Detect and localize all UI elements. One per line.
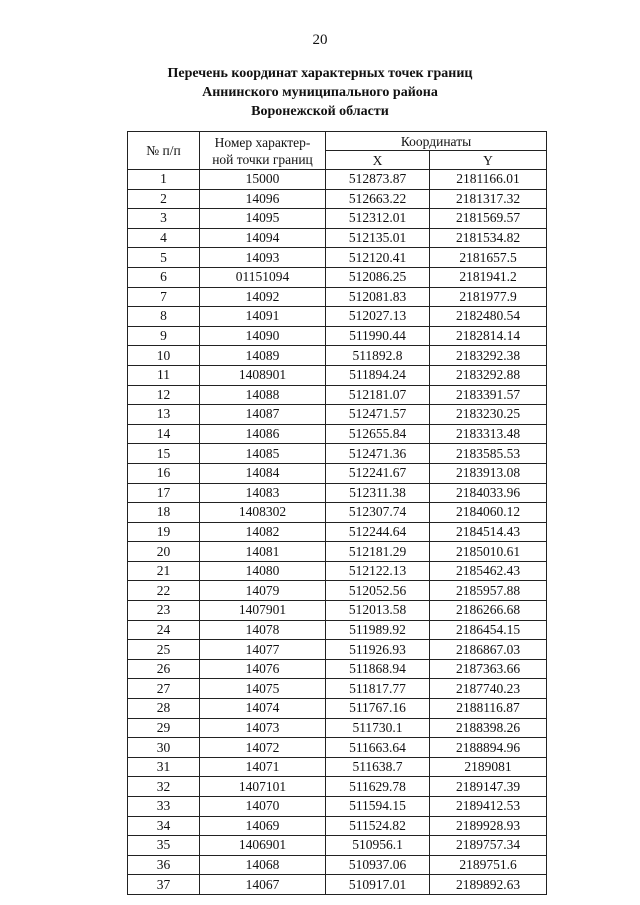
cell-y: 2189081: [430, 757, 547, 777]
table-row: [128, 836, 547, 856]
table-row: [128, 248, 547, 268]
cell-y: 2188398.26: [430, 718, 547, 738]
header-point-line-1: Номер характер-: [214, 134, 311, 150]
cell-y: 2183913.08: [430, 463, 547, 483]
cell-y: 2181317.32: [430, 189, 547, 209]
cell-num: 22: [128, 581, 200, 601]
cell-point: 1408302: [200, 503, 326, 523]
cell-y: 2189412.53: [430, 797, 547, 817]
cell-num: 25: [128, 640, 200, 660]
cell-point: 15000: [200, 170, 326, 190]
cell-x: 511767.16: [326, 699, 430, 719]
cell-num: 17: [128, 483, 200, 503]
table-row: [128, 503, 547, 523]
title-line-1: Перечень координат характерных точек границ: [167, 66, 473, 81]
cell-point: 14083: [200, 483, 326, 503]
cell-x: 511524.82: [326, 816, 430, 836]
table-row: [128, 659, 547, 679]
cell-num: 13: [128, 405, 200, 425]
cell-x: 511894.24: [326, 365, 430, 385]
cell-point: 14094: [200, 228, 326, 248]
cell-y: 2188116.87: [430, 699, 547, 719]
header-coordinates: Координаты: [326, 132, 547, 151]
cell-x: 511730.1: [326, 718, 430, 738]
table-row: [128, 679, 547, 699]
cell-num: 1: [128, 170, 200, 190]
cell-num: 37: [128, 875, 200, 895]
cell-y: 2185462.43: [430, 561, 547, 581]
table-row: [128, 483, 547, 503]
cell-point: 14086: [200, 424, 326, 444]
cell-y: 2183391.57: [430, 385, 547, 405]
cell-x: 512244.64: [326, 522, 430, 542]
table-row: [128, 444, 547, 464]
table-header: [128, 132, 547, 170]
cell-num: 14: [128, 424, 200, 444]
cell-num: 10: [128, 346, 200, 366]
cell-x: 512086.25: [326, 267, 430, 287]
cell-x: 512027.13: [326, 307, 430, 327]
cell-num: 34: [128, 816, 200, 836]
cell-point: 14072: [200, 738, 326, 758]
cell-num: 31: [128, 757, 200, 777]
cell-y: 2182814.14: [430, 326, 547, 346]
table-row: [128, 640, 547, 660]
header-point: [200, 132, 326, 170]
cell-x: 510937.06: [326, 855, 430, 875]
cell-x: 512181.29: [326, 542, 430, 562]
cell-y: 2183292.38: [430, 346, 547, 366]
cell-y: 2181941.2: [430, 267, 547, 287]
cell-y: 2184060.12: [430, 503, 547, 523]
cell-point: 14081: [200, 542, 326, 562]
cell-x: 511926.93: [326, 640, 430, 660]
cell-num: 6: [128, 267, 200, 287]
cell-x: 512241.67: [326, 463, 430, 483]
table-row: [128, 209, 547, 229]
cell-y: 2181977.9: [430, 287, 547, 307]
table-row: [128, 581, 547, 601]
cell-y: 2187363.66: [430, 659, 547, 679]
cell-point: 14079: [200, 581, 326, 601]
table-row: [128, 405, 547, 425]
table-row: [128, 346, 547, 366]
table-row: [128, 875, 547, 895]
table-body: [128, 170, 547, 895]
cell-num: 15: [128, 444, 200, 464]
cell-y: 2183292.88: [430, 365, 547, 385]
table-row: [128, 228, 547, 248]
page-number: 20: [312, 32, 328, 48]
table-row: [128, 816, 547, 836]
cell-num: 8: [128, 307, 200, 327]
cell-point: 14073: [200, 718, 326, 738]
cell-x: 512663.22: [326, 189, 430, 209]
cell-num: 26: [128, 659, 200, 679]
table-row: [128, 757, 547, 777]
cell-x: 512312.01: [326, 209, 430, 229]
cell-x: 512081.83: [326, 287, 430, 307]
cell-point: 14096: [200, 189, 326, 209]
cell-y: 2181166.01: [430, 170, 547, 190]
cell-y: 2185010.61: [430, 542, 547, 562]
cell-point: 14089: [200, 346, 326, 366]
cell-num: 28: [128, 699, 200, 719]
cell-x: 511817.77: [326, 679, 430, 699]
cell-num: 12: [128, 385, 200, 405]
cell-point: 14068: [200, 855, 326, 875]
table-row: [128, 385, 547, 405]
table-row: [128, 189, 547, 209]
table-row: [128, 797, 547, 817]
cell-x: 512311.38: [326, 483, 430, 503]
table-row: [128, 738, 547, 758]
table-row: [128, 170, 547, 190]
cell-num: 23: [128, 601, 200, 621]
cell-x: 512471.36: [326, 444, 430, 464]
cell-x: 511638.7: [326, 757, 430, 777]
table-row: [128, 561, 547, 581]
cell-num: 9: [128, 326, 200, 346]
cell-point: 1406901: [200, 836, 326, 856]
cell-y: 2185957.88: [430, 581, 547, 601]
cell-y: 2187740.23: [430, 679, 547, 699]
cell-y: 2188894.96: [430, 738, 547, 758]
cell-x: 511990.44: [326, 326, 430, 346]
table-row: [128, 463, 547, 483]
table-row: [128, 326, 547, 346]
header-point-line-2: ной точки границ: [212, 151, 313, 167]
cell-point: 14095: [200, 209, 326, 229]
cell-x: 511868.94: [326, 659, 430, 679]
cell-y: 2181534.82: [430, 228, 547, 248]
cell-point: 14069: [200, 816, 326, 836]
table-row: [128, 267, 547, 287]
cell-num: 30: [128, 738, 200, 758]
cell-num: 33: [128, 797, 200, 817]
cell-num: 27: [128, 679, 200, 699]
cell-y: 2186266.68: [430, 601, 547, 621]
cell-point: 14088: [200, 385, 326, 405]
table-row: [128, 620, 547, 640]
cell-num: 21: [128, 561, 200, 581]
table-row: [128, 287, 547, 307]
cell-point: 14067: [200, 875, 326, 895]
cell-num: 20: [128, 542, 200, 562]
cell-num: 4: [128, 228, 200, 248]
cell-num: 2: [128, 189, 200, 209]
cell-x: 512471.57: [326, 405, 430, 425]
cell-point: 14087: [200, 405, 326, 425]
cell-point: 14074: [200, 699, 326, 719]
cell-y: 2181657.5: [430, 248, 547, 268]
cell-point: 14080: [200, 561, 326, 581]
cell-y: 2184514.43: [430, 522, 547, 542]
cell-point: 1408901: [200, 365, 326, 385]
cell-num: 32: [128, 777, 200, 797]
header-num: № п/п: [128, 132, 200, 170]
cell-x: 512873.87: [326, 170, 430, 190]
cell-y: 2189757.34: [430, 836, 547, 856]
cell-x: 512052.56: [326, 581, 430, 601]
cell-point: 14092: [200, 287, 326, 307]
cell-point: 1407901: [200, 601, 326, 621]
cell-point: 14085: [200, 444, 326, 464]
cell-point: 14078: [200, 620, 326, 640]
cell-y: 2186454.15: [430, 620, 547, 640]
table-row: [128, 718, 547, 738]
cell-x: 511989.92: [326, 620, 430, 640]
cell-x: 512181.07: [326, 385, 430, 405]
cell-point: 14091: [200, 307, 326, 327]
cell-x: 510917.01: [326, 875, 430, 895]
table-row: [128, 699, 547, 719]
title-line-2: Аннинского муниципального района: [202, 85, 438, 100]
header-y: Y: [430, 151, 547, 170]
cell-num: 24: [128, 620, 200, 640]
cell-x: 511594.15: [326, 797, 430, 817]
coordinates-table: [127, 131, 547, 895]
cell-num: 5: [128, 248, 200, 268]
cell-num: 35: [128, 836, 200, 856]
document-title: [0, 64, 640, 121]
cell-point: 14076: [200, 659, 326, 679]
cell-point: 14084: [200, 463, 326, 483]
cell-point: 14075: [200, 679, 326, 699]
cell-x: 512013.58: [326, 601, 430, 621]
cell-y: 2189892.63: [430, 875, 547, 895]
cell-x: 512135.01: [326, 228, 430, 248]
cell-point: 14077: [200, 640, 326, 660]
cell-point: 14070: [200, 797, 326, 817]
cell-x: 511629.78: [326, 777, 430, 797]
cell-x: 512122.13: [326, 561, 430, 581]
cell-y: 2183313.48: [430, 424, 547, 444]
cell-point: 14082: [200, 522, 326, 542]
cell-num: 7: [128, 287, 200, 307]
header-x: X: [326, 151, 430, 170]
cell-num: 29: [128, 718, 200, 738]
cell-point: 01151094: [200, 267, 326, 287]
cell-x: 510956.1: [326, 836, 430, 856]
cell-y: 2183585.53: [430, 444, 547, 464]
cell-y: 2189928.93: [430, 816, 547, 836]
title-line-3: Воронежской области: [251, 104, 389, 119]
cell-num: 16: [128, 463, 200, 483]
cell-point: 14071: [200, 757, 326, 777]
cell-num: 18: [128, 503, 200, 523]
cell-y: 2184033.96: [430, 483, 547, 503]
cell-x: 512655.84: [326, 424, 430, 444]
cell-y: 2186867.03: [430, 640, 547, 660]
table-row: [128, 601, 547, 621]
cell-num: 36: [128, 855, 200, 875]
cell-point: 14093: [200, 248, 326, 268]
cell-x: 512120.41: [326, 248, 430, 268]
cell-y: 2189751.6: [430, 855, 547, 875]
table-row: [128, 777, 547, 797]
cell-y: 2181569.57: [430, 209, 547, 229]
table-row: [128, 542, 547, 562]
cell-x: 511663.64: [326, 738, 430, 758]
cell-point: 1407101: [200, 777, 326, 797]
cell-x: 511892.8: [326, 346, 430, 366]
cell-y: 2189147.39: [430, 777, 547, 797]
table-row: [128, 522, 547, 542]
cell-num: 3: [128, 209, 200, 229]
cell-num: 11: [128, 365, 200, 385]
cell-num: 19: [128, 522, 200, 542]
cell-y: 2182480.54: [430, 307, 547, 327]
table-row: [128, 424, 547, 444]
cell-x: 512307.74: [326, 503, 430, 523]
cell-y: 2183230.25: [430, 405, 547, 425]
table-row: [128, 307, 547, 327]
table-row: [128, 365, 547, 385]
table-row: [128, 855, 547, 875]
cell-point: 14090: [200, 326, 326, 346]
